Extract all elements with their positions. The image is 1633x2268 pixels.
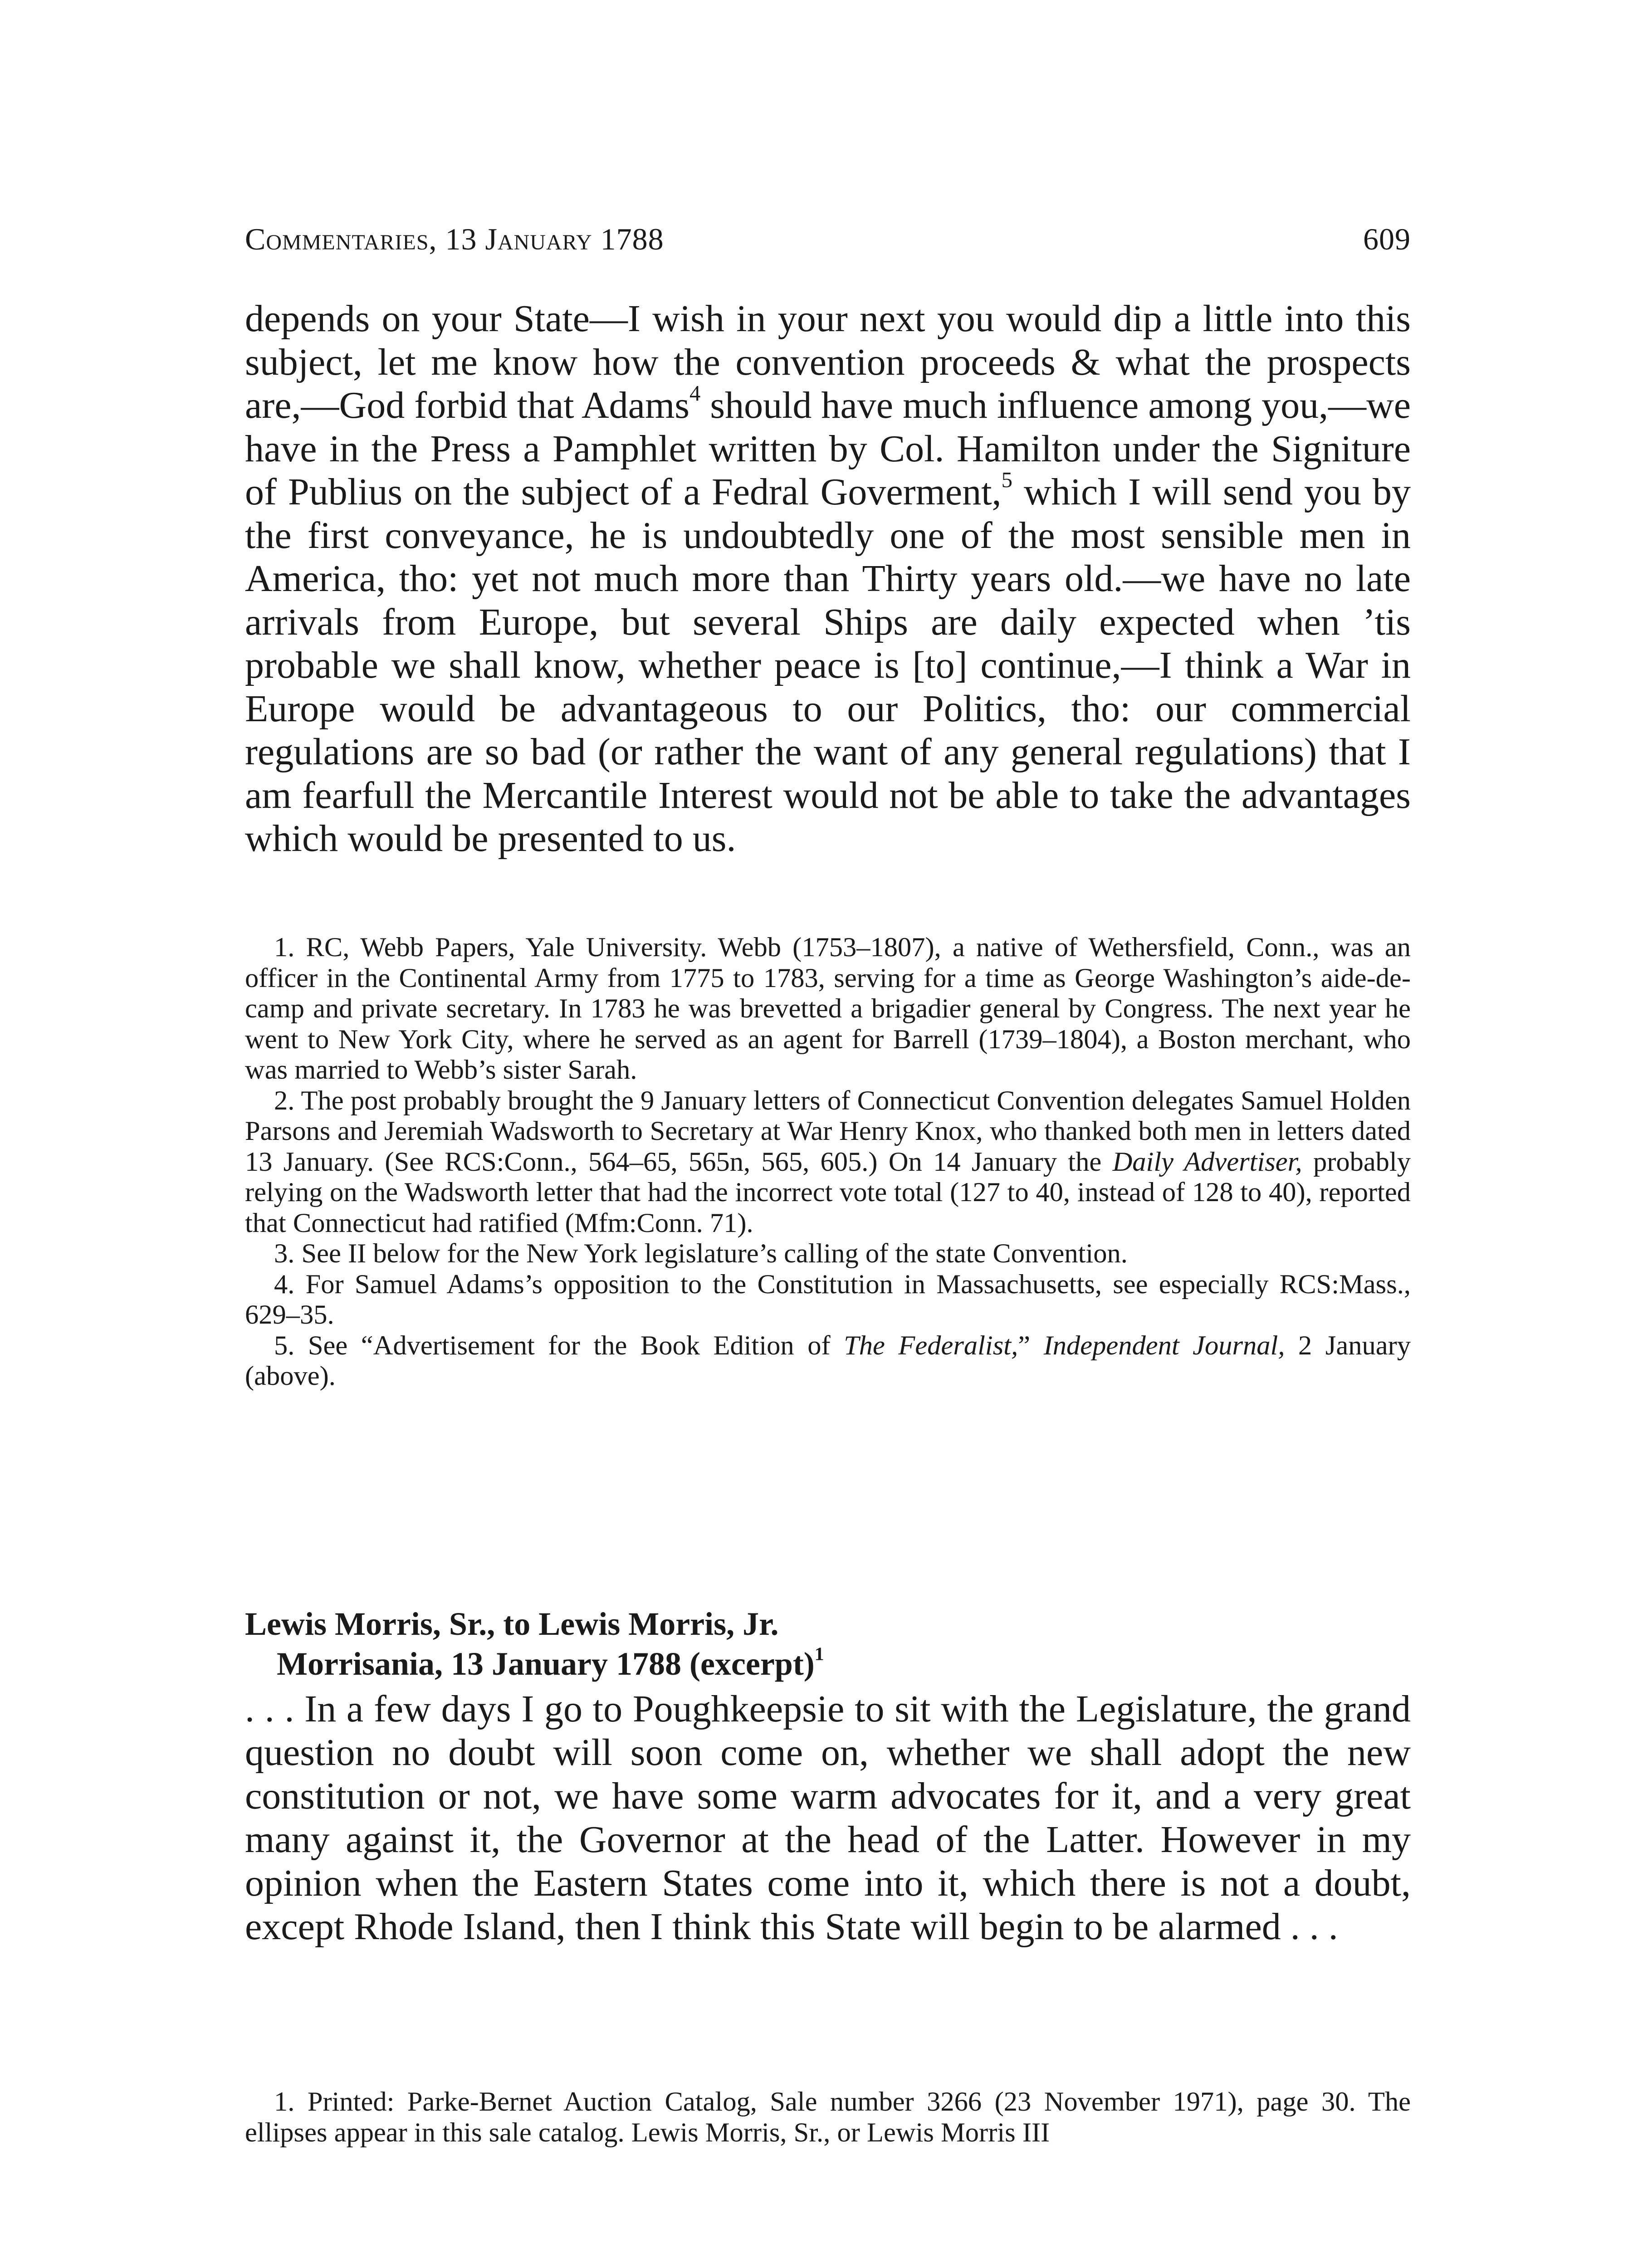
excerpt-footnotes bbox=[245, 2087, 1411, 2148]
footnote-5 bbox=[245, 1330, 1411, 1392]
letter-excerpt bbox=[245, 1687, 1411, 1949]
footnote-2-text-a: 2. The post probably brought the 9 January letters of Connecticut Convention delegates Samuel Holden Parsons and Jeremiah Wadsworth to Secretary at War Henry Knox, who thanked both men in letters dated 13 January. (See RCS:Conn., 564–65, 565n, 565, 605.) On 14 January the bbox=[245, 1085, 1411, 1177]
footnote-ref-5: 5 bbox=[1001, 468, 1012, 492]
running-header bbox=[245, 221, 1411, 257]
letter-text-2: should have much influence among you,—we have in the Press a Pamphlet written by Col. Hamilton under the Signiture of Publius on the subject of a Fedral Goverment, bbox=[245, 384, 1411, 513]
heading-line-1: Lewis Morris, Sr., to Lewis Morris, Jr. bbox=[245, 1606, 779, 1642]
letter-text-1: depends on your State—I wish in your next you would dip a little into this subject, let me know how the convention proceeds & what the prospects are,—God forbid that Adams bbox=[245, 298, 1411, 426]
excerpt-paragraph: . . . In a few days I go to Poughkeepsie to sit with the Legislature, the grand question no doubt will soon come on, whether we shall adopt the new constitution or not, we have some warm advocates for it, and a very great many against it, the Governor at the head of the Latter. However in my opinion when the Eastern States come into it, which there is not a doubt, except Rhode Island, then I think this State will begin to be alarmed . . . bbox=[245, 1688, 1411, 1948]
page-number: 609 bbox=[1363, 222, 1411, 256]
footnote-5-italic-2: Independent Journal, bbox=[1043, 1330, 1285, 1361]
footnote-4: 4. For Samuel Adams’s opposition to the Constitution in Massachusetts, see especially RCS:Mass., 629–35. bbox=[245, 1269, 1411, 1330]
letter-continuation bbox=[245, 297, 1411, 860]
running-title: Commentaries, 13 January 1788 bbox=[245, 222, 664, 256]
footnote-5-text-a: 5. See “Advertisement for the Book Edition of bbox=[274, 1330, 844, 1361]
footnote-5-text-b: ” bbox=[1018, 1330, 1044, 1361]
footnotes bbox=[245, 932, 1411, 1392]
footnote-ref-4: 4 bbox=[689, 381, 701, 406]
heading-line-2-text: Morrisania, 13 January 1788 (excerpt) bbox=[277, 1646, 815, 1682]
letter-paragraph bbox=[245, 297, 1411, 860]
section-heading bbox=[245, 1604, 1411, 1684]
footnote-1: 1. RC, Webb Papers, Yale University. Webb (1753–1807), a native of Wethersfield, Conn., was an officer in the Continental Army from 1775 to 1783, serving for a time as George Washington’s aide-de-camp and private secretary. In 1783 he was brevetted a brigadier general by Congress. The next year he went to New York City, where he served as an agent for Barrell (1739–1804), a Boston merchant, who was married to Webb’s sister Sarah. bbox=[245, 932, 1411, 1085]
heading-line-2 bbox=[245, 1644, 1411, 1684]
footnote-2 bbox=[245, 1085, 1411, 1239]
footnote-2-text-b: probably relying on the Wadsworth letter that had the incorrect vote total (127 to 40, instead of 128 to 40), reported that Connecticut had ratified (Mfm:Conn. 71). bbox=[245, 1146, 1411, 1238]
footnote-2-italic: Daily Advertiser, bbox=[1112, 1146, 1302, 1177]
footnote-5-text-c: 2 January (above). bbox=[245, 1330, 1411, 1391]
letter-text-3: which I will send you by the first conveyance, he is undoubtedly one of the most sensible men in America, tho: yet not much more than Thirty years old.—we have no late arrivals from Europe, but several Ships are daily expected when ’tis probable we shall know, whether peace is [to] continue,—I think a War in Europe would be advantageous to our Politics, tho: our commercial regulations are so bad (or rather the want of any general regulations) that I am fearfull the Mercantile Interest would not be able to take the advantages which would be presented to us. bbox=[245, 471, 1411, 860]
footnote-5-italic-1: The Federalist, bbox=[844, 1330, 1018, 1361]
footnote-3: 3. See II below for the New York legislature’s calling of the state Convention. bbox=[274, 1238, 1128, 1269]
heading-footnote-ref: 1 bbox=[814, 1643, 824, 1665]
excerpt-footnote-1: 1. Printed: Parke-Bernet Auction Catalog, Sale number 3266 (23 November 1971), page 30. The ellipses appear in this sale catalog. Lewis Morris, Sr., or Lewis Morris III bbox=[245, 2087, 1411, 2148]
